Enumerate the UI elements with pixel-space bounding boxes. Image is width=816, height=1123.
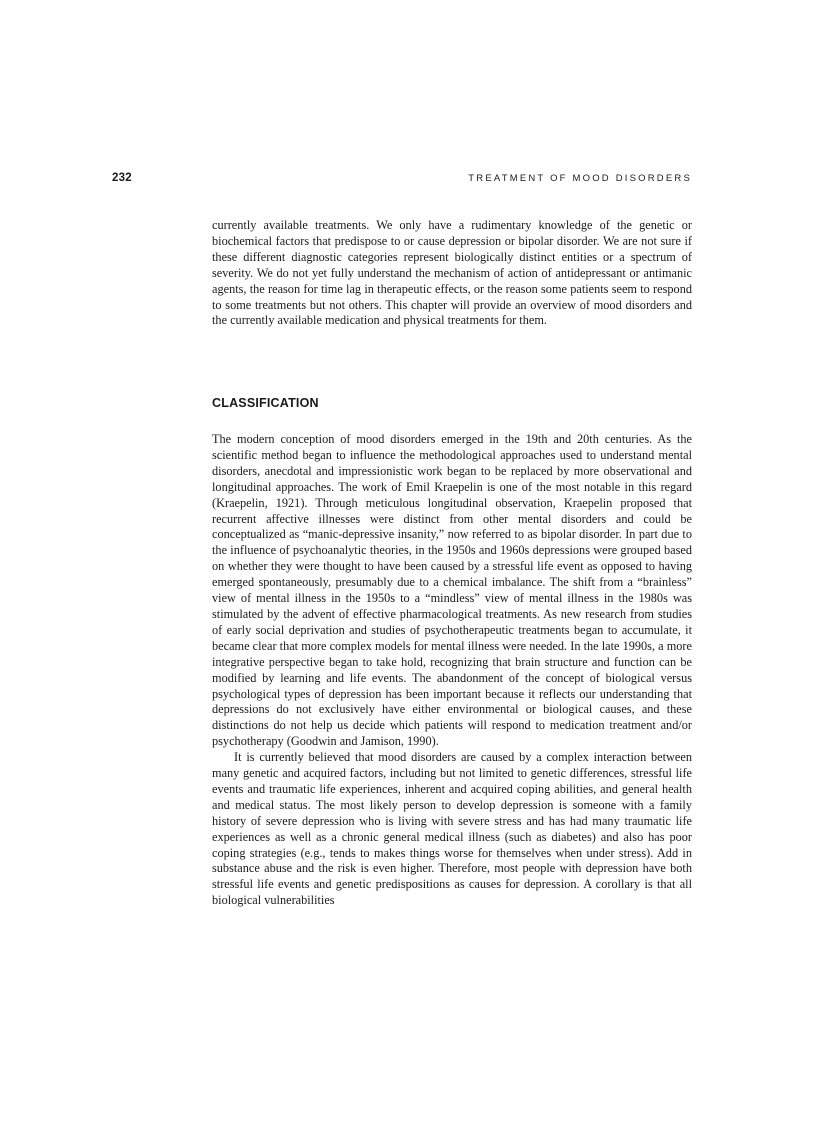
body-paragraph: The modern conception of mood disorders emerged in the 19th and 20th centuries. As the scientific method began to influence the methodological approaches used to understand mental disorders, anecdotal and impressionistic work began to be replaced by more observational and longitudinal approaches. The work of Emil Kraepelin is one of the most notable in this regard (Kraepelin, 1921). Through meticulous longitudinal observation, Kraepelin proposed that recurrent affective illnesses were distinct from other mental disorders and could be conceptualized as “manic-depressive insanity,” now referred to as bipolar disorder. In part due to the influence of psychoanalytic theories, in the 1950s and 1960s depressions were grouped based on whether they were thought to have been caused by a stressful life event as opposed to having emerged spontaneously, presumably due to a chemical imbalance. The shift from a “brainless” view of mental illness in the 1950s to a “mindless” view of mental illness in the 1980s was stimulated by the advent of effective pharmacological treatments. As new research from studies of early social deprivation and studies of psychotherapeutic treatments began to accumulate, it became clear that more complex models for mental illness were needed. In the late 1990s, a more integrative perspective began to take hold, recognizing that brain structure and function can be modified by learning and life events. The abandonment of the concept of biological versus psychological types of depression has been important because it reflects our understanding that depressions do not exclusively have either environmental or biological causes, and these distinctions do not help us decide which patients will respond to medication treatment and/or psychotherapy (Goodwin and Jamison, 1990). [212,432,692,749]
body-paragraph: It is currently believed that mood disorders are caused by a complex interaction between many genetic and acquired factors, including but not limited to genetic differences, stressful life events and traumatic life experiences, inherent and acquired coping abilities, and general health and medical status. The most likely person to develop depression is someone with a family history of severe depression who is living with severe stress and has had many traumatic life experiences as well as a chronic general medical illness (such as diabetes) and also has poor coping strategies (e.g., tends to makes things worse for themselves when under stress). Add in substance abuse and the risk is even higher. Therefore, most people with depression have both stressful life events and genetic predispositions as causes for depression. A corollary is that all biological vulnerabilities [212,750,692,908]
running-title: TREATMENT OF MOOD DISORDERS [468,173,692,184]
section-text-block [212,432,692,909]
intro-text-block [212,218,692,329]
section-heading: CLASSIFICATION [212,396,319,410]
intro-paragraph: currently available treatments. We only have a rudimentary knowledge of the genetic or biochemical factors that predispose to or cause depression or bipolar disorder. We are not sure if these different diagnostic categories represent biologically distinct entities or a spectrum of severity. We do not yet fully understand the mechanism of action of antidepressant or antimanic agents, the reason for time lag in therapeutic effects, or the reason some patients seem to respond to some treatments but not others. This chapter will provide an overview of mood disorders and the currently available medication and physical treatments for them. [212,218,692,328]
running-head [112,172,692,188]
page-number: 232 [112,172,132,184]
